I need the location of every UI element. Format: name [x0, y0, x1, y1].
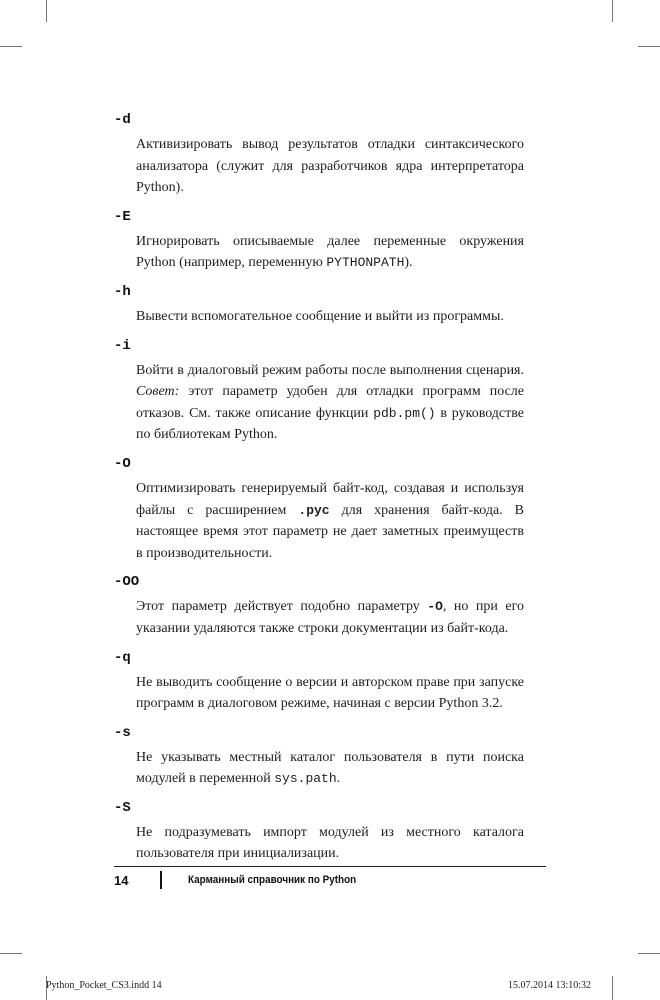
footer-separator	[160, 871, 162, 889]
option-entry	[114, 456, 524, 564]
code-text-bold: .pyc	[298, 502, 330, 518]
crop-mark	[46, 0, 47, 22]
description-text: Оптимизировать генерируемый байт-код, создавая и используя файлы с расширением	[136, 480, 524, 518]
description-text: ).	[404, 255, 413, 271]
option-flag: -O	[114, 455, 131, 472]
crop-mark	[638, 46, 660, 47]
option-entry	[114, 112, 524, 199]
option-description	[136, 672, 524, 715]
crop-mark	[638, 953, 660, 954]
code-text: sys.path	[274, 771, 337, 787]
option-description	[136, 306, 524, 328]
description-text: в руководстве по библиотекам Python.	[136, 405, 524, 443]
emphasis-text: Совет:	[136, 384, 180, 400]
description-text: Игнорировать описываемые далее переменные окружения Python (например, переменную	[136, 233, 524, 271]
description-text: .	[336, 771, 341, 787]
description-text: Не выводить сообщение о версии и авторском праве при запуске программ в диалоговом режиме, начиная с версии Python 3.2.	[136, 674, 524, 712]
footer-rule	[114, 866, 546, 867]
running-title: Карманный справочник по Python	[188, 874, 357, 886]
code-text: pdb.pm()	[373, 405, 436, 421]
crop-mark	[0, 46, 22, 47]
description-text: этот параметр удобен для отладки программ после отказов. См. также описание функции	[136, 384, 524, 421]
option-flag: -OO	[114, 574, 140, 591]
print-slug-filename: Python_Pocket_CS3.indd 14	[46, 980, 162, 991]
option-description	[136, 478, 524, 564]
print-slug-timestamp: 15.07.2014 13:10:32	[508, 980, 592, 991]
crop-mark	[0, 953, 22, 954]
option-entry	[114, 284, 524, 328]
option-list	[114, 112, 524, 875]
option-description	[136, 747, 524, 790]
option-flag: -E	[114, 208, 131, 225]
option-flag: -i	[114, 337, 131, 354]
description-text: Не подразумевать импорт модулей из местного каталога пользователя при инициализации.	[136, 824, 524, 862]
option-entry	[114, 725, 524, 790]
option-entry	[114, 800, 524, 865]
option-entry	[114, 209, 524, 274]
crop-mark	[612, 0, 613, 22]
option-flag: -s	[114, 724, 131, 741]
code-text: PYTHONPATH	[326, 255, 405, 271]
option-entry	[114, 574, 524, 639]
option-description	[136, 134, 524, 199]
option-flag: -d	[114, 112, 131, 128]
option-flag: -S	[114, 799, 131, 816]
option-entry	[114, 338, 524, 446]
crop-mark	[612, 976, 613, 1000]
page-number: 14	[114, 873, 129, 888]
option-flag: -q	[114, 649, 131, 666]
option-description	[136, 231, 524, 274]
description-text: Войти в диалоговый режим работы после выполнения сценария.	[136, 362, 524, 378]
option-description	[136, 822, 524, 865]
option-entry	[114, 650, 524, 715]
option-description	[136, 596, 524, 639]
code-text-bold: -O	[427, 599, 443, 615]
option-flag: -h	[114, 283, 131, 300]
description-text: Не указывать местный каталог пользователя в пути поиска модулей в переменной	[136, 749, 524, 787]
description-text: Этот параметр действует подобно параметру	[136, 599, 428, 615]
description-text: Активизировать вывод результатов отладки синтаксического анализатора (служит для разработчиков ядра интерпретатора Python).	[136, 137, 524, 196]
description-text: Вывести вспомогательное сообщение и выйти из программы.	[136, 308, 504, 324]
description-text: , но при его указании удаляются также строки документации из байт-кода.	[136, 599, 524, 636]
description-text: для хранения байт-кода. В настоящее время этот параметр не дает заметных преимуществ в производительности.	[136, 502, 525, 561]
option-description	[136, 360, 524, 446]
